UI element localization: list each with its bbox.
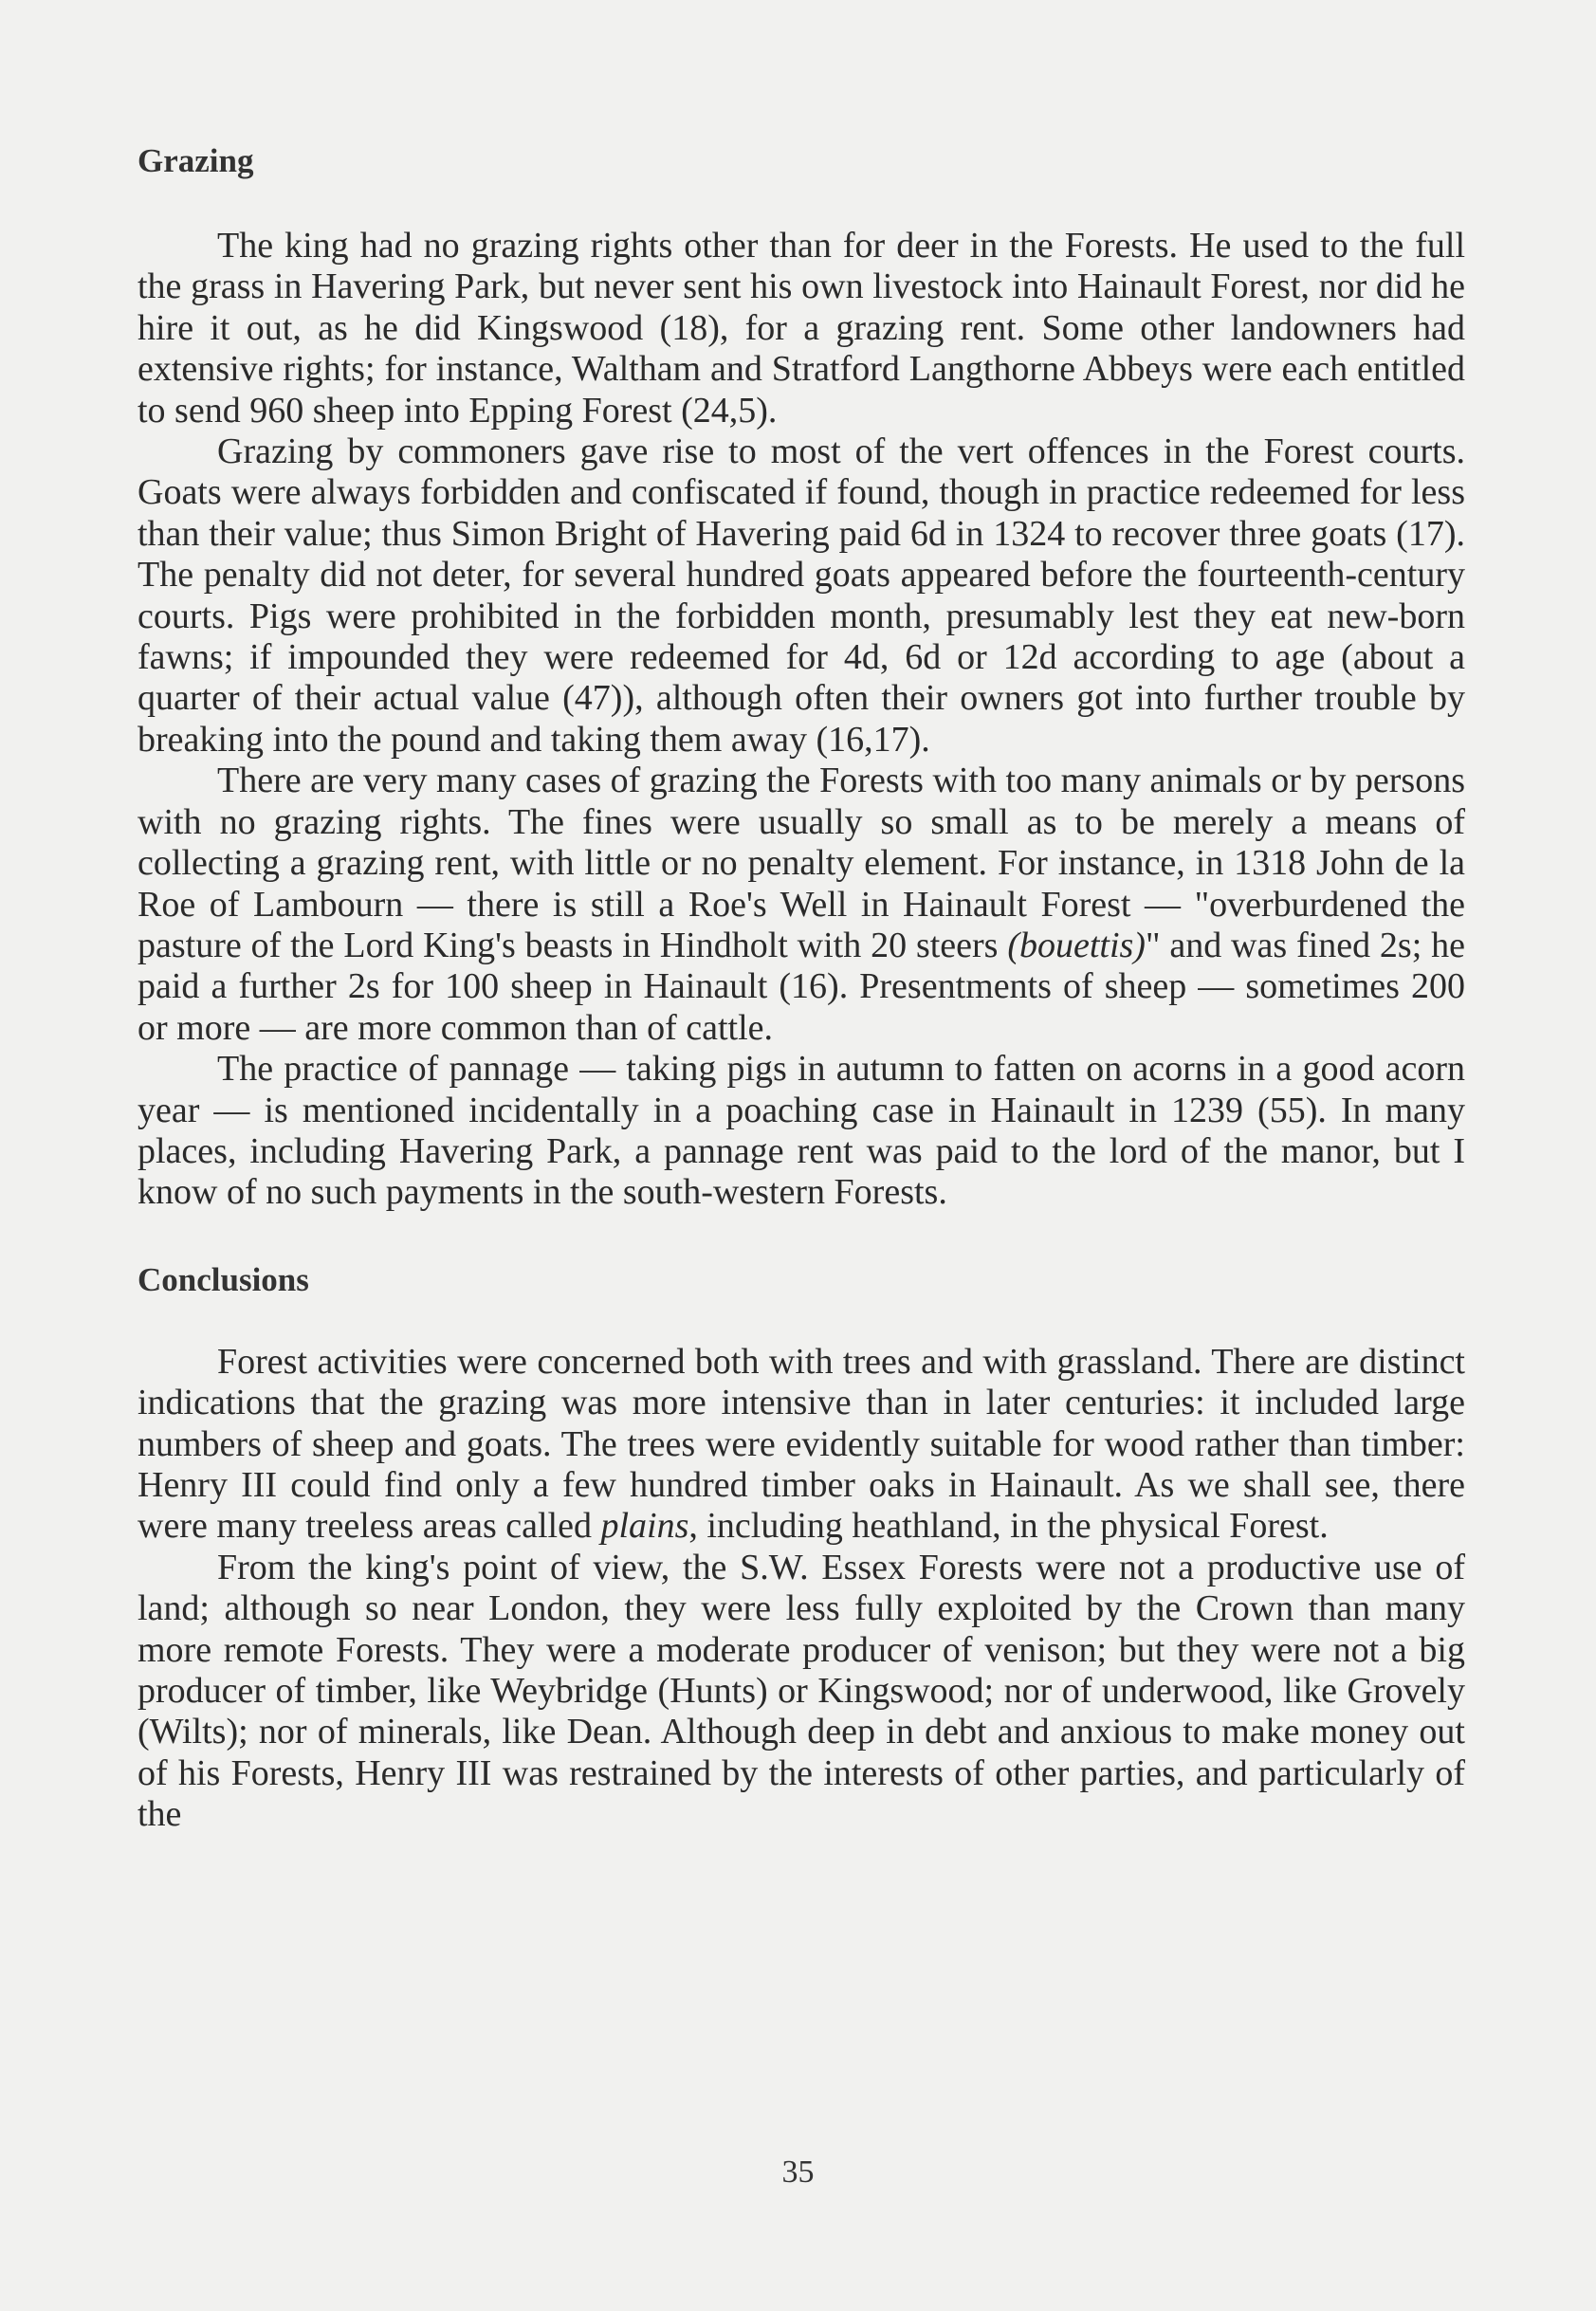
plains-term: plains <box>600 1506 689 1547</box>
conclusions-paragraph-1 <box>138 1342 1465 1548</box>
bouettis-term: (bouettis) <box>1007 925 1146 965</box>
page-number: 35 <box>781 2155 815 2190</box>
page-content <box>138 142 1465 1836</box>
grazing-paragraph-2: Grazing by commoners gave rise to most of the vert offences in the Forest courts. Goats were always forbidden and confiscated if found, though in practice redeemed for less than their value; thus Simon Bright of Havering paid 6d in 1324 to recover three goats (17). The penalty did not deter, for several hundred goats appeared before the fourteenth-century courts. Pigs were prohibited in the forbidden month, presumably lest they eat new-born fawns; if impounded they were redeemed for 4d, 6d or 12d according to age (about a quarter of their actual value (47)), although often their owners got into further trouble by breaking into the pound and taking them away (16,17). <box>138 431 1465 760</box>
heading-conclusions: Conclusions <box>138 1260 309 1298</box>
grazing-paragraph-4: The practice of pannage — taking pigs in autumn to fatten on acorns in a good acorn year — is mentioned incidentally in a poaching case in Hainault in 1239 (55). In many places, including Havering Park, a pannage rent was paid to the lord of the manor, but I know of no such payments in the south-western Forests. <box>138 1049 1465 1213</box>
conclusions-paragraph-2: From the king's point of view, the S.W. Essex Forests were not a productive use of land; although so near London, they were less fully exploited by the Crown than many more remote Forests. They were a moderate producer of venison; but they were not a big producer of timber, like Weybridge (Hunts) or Kingswood; nor of underwood, like Grovely (Wilts); nor of minerals, like Dean. Although deep in debt and anxious to make money out of his Forests, Henry III was restrained by the interests of other parties, and particularly of the <box>138 1547 1465 1835</box>
grazing-paragraph-1: The king had no grazing rights other than for deer in the Forests. He used to the full the grass in Havering Park, but never sent his own livestock into Hainault Forest, nor did he hire it out, as he did Kingswood (18), for a grazing rent. Some other landowners had extensive rights; for instance, Waltham and Stratford Langthorne Abbeys were each entitled to send 960 sheep into Epping Forest (24,5). <box>138 226 1465 431</box>
conclusions-paragraph-1-part-a: Forest activities were concerned both with trees and with grassland. There are distinct indications that the grazing was more intensive than in later centuries: it included large numbers of sheep and goats. The trees were evidently suitable for wood rather than timber: Henry III could find only a few hundred timber oaks in Hainault. As we shall see, there were many treeless areas called <box>138 1341 1465 1547</box>
grazing-paragraph-3-part-b: " and was fined 2s; he paid a further 2s for 100 sheep in Hainault (16). Presentments of sheep — sometimes 200 or more — are more common than of cattle. <box>138 925 1466 1048</box>
grazing-paragraph-3 <box>138 761 1465 1049</box>
conclusions-paragraph-1-part-b: , including heathland, in the physical Forest. <box>688 1506 1329 1547</box>
heading-grazing: Grazing <box>138 142 254 179</box>
grazing-paragraph-3-part-a: There are very many cases of grazing the Forests with too many animals or by persons with no grazing rights. The fines were usually so small as to be merely a means of collecting a grazing rent, with little or no penalty element. For instance, in 1318 John de la Roe of Lambourn — there is still a Roe's Well in Hainault Forest — "overburdened the pasture of the Lord King's beasts in Hindholt with 20 steers <box>138 761 1465 965</box>
